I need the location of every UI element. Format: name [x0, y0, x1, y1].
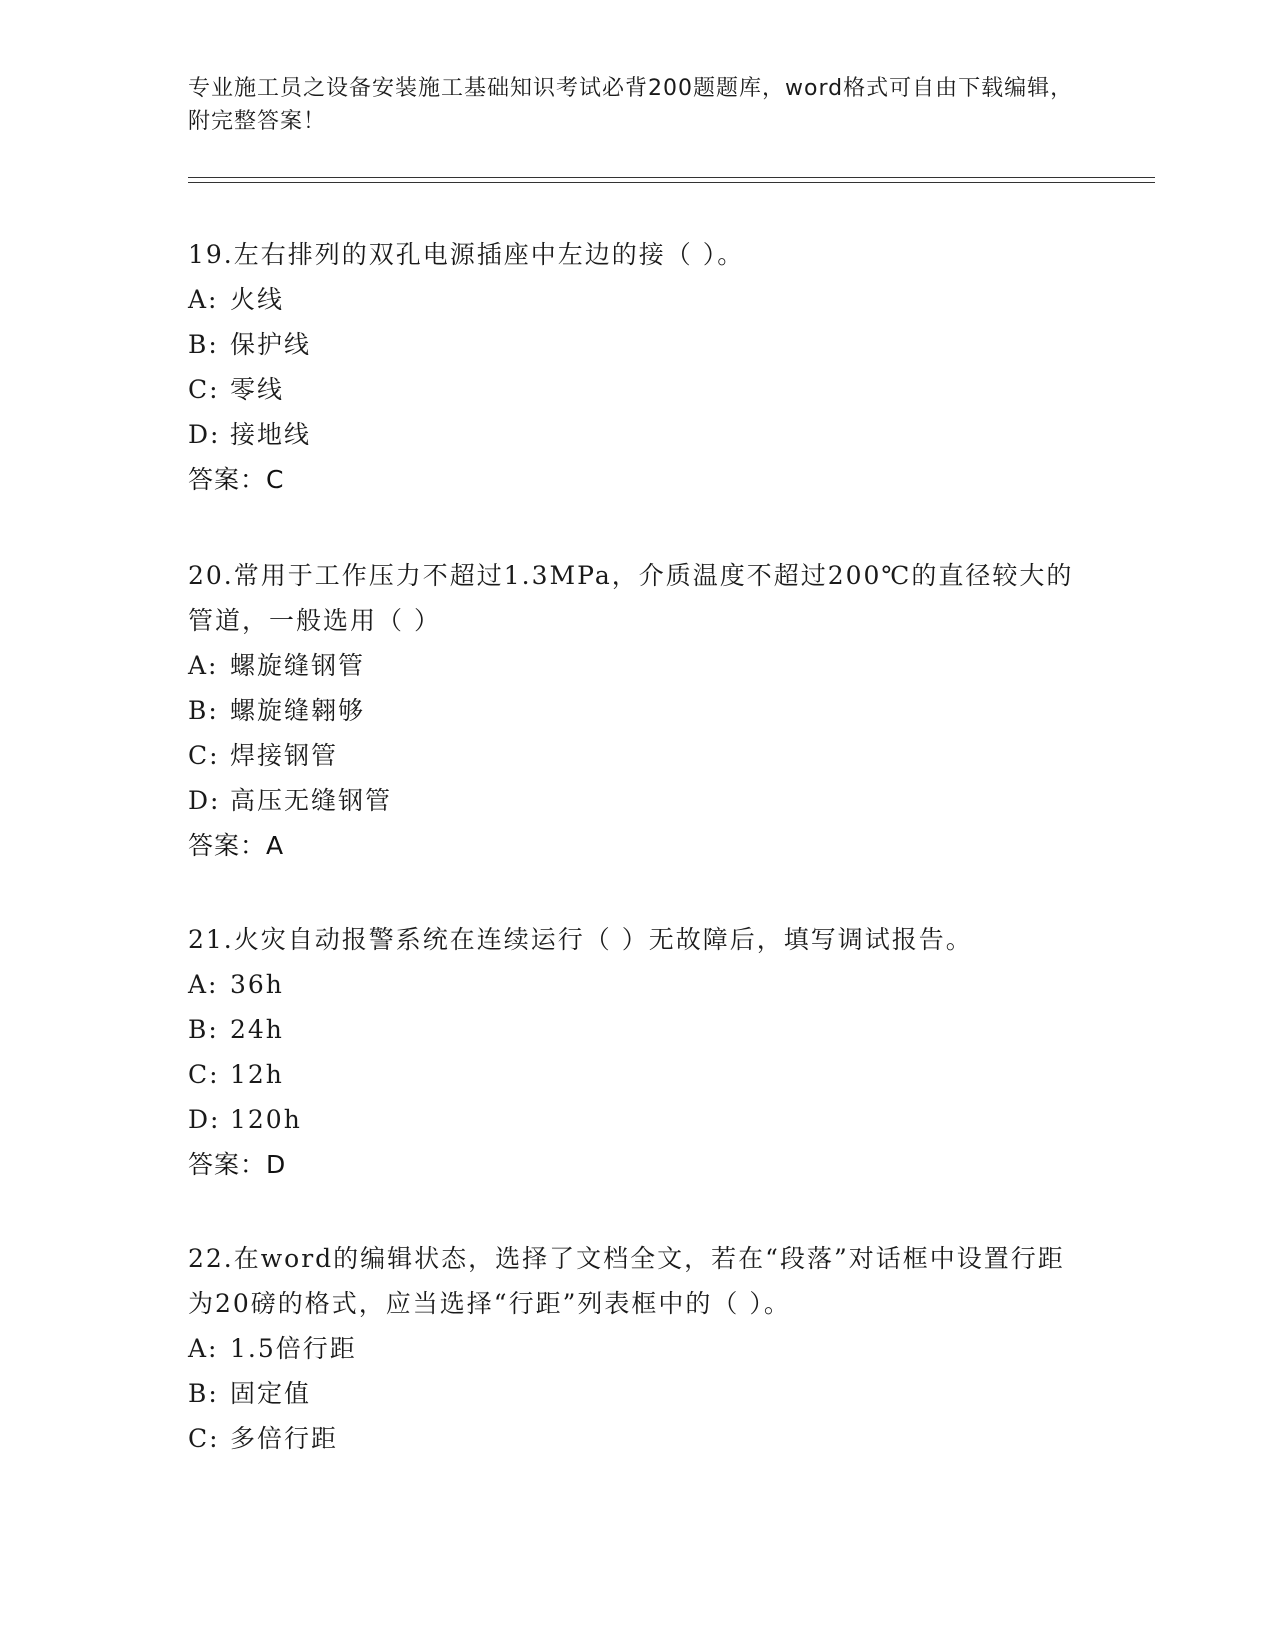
option-d [188, 778, 1088, 823]
option-text: 高压无缝钢管 [230, 786, 393, 815]
option-text: 1.5倍行距 [230, 1334, 357, 1363]
option-d [188, 1097, 1088, 1142]
option-letter: C: [188, 1424, 220, 1453]
question-22 [188, 1236, 1088, 1461]
option-letter: D: [188, 420, 221, 449]
question-stem: 21.火灾自动报警系统在连续运行（ ）无故障后，填写调试报告。 [188, 925, 973, 954]
option-a [188, 962, 1088, 1007]
option-text: 36h [230, 970, 284, 999]
question-20 [188, 553, 1088, 868]
option-text: 120h [230, 1105, 302, 1134]
option-a [188, 1326, 1088, 1371]
option-text: 接地线 [230, 420, 312, 449]
option-letter: D: [188, 1105, 221, 1134]
option-text: 24h [230, 1015, 284, 1044]
header-divider-top [188, 177, 1155, 178]
answer-line: 答案：C [188, 465, 285, 494]
option-letter: B: [188, 1015, 219, 1044]
option-text: 螺旋缝钢管 [230, 651, 366, 680]
option-letter: B: [188, 330, 219, 359]
option-c [188, 1052, 1088, 1097]
option-letter: A: [188, 970, 219, 999]
header-divider-bottom [188, 182, 1155, 183]
option-text: 12h [230, 1060, 284, 1089]
option-text: 固定值 [230, 1379, 312, 1408]
option-letter: C: [188, 1060, 220, 1089]
option-letter: C: [188, 375, 220, 404]
option-text: 零线 [230, 375, 285, 404]
option-letter: A: [188, 285, 219, 314]
option-letter: B: [188, 696, 219, 725]
option-text: 保护线 [230, 330, 312, 359]
option-letter: B: [188, 1379, 219, 1408]
question-21 [188, 917, 1088, 1187]
question-19 [188, 232, 1088, 502]
option-b [188, 322, 1088, 367]
option-b [188, 1371, 1088, 1416]
option-c [188, 367, 1088, 412]
option-a [188, 643, 1088, 688]
option-d [188, 412, 1088, 457]
answer-line: 答案：A [188, 831, 285, 860]
option-a [188, 277, 1088, 322]
option-b [188, 1007, 1088, 1052]
option-b [188, 688, 1088, 733]
option-letter: C: [188, 741, 220, 770]
question-stem: 22.在word的编辑状态，选择了文档全文，若在“段落”对话框中设置行距为20磅的格式，应当选择“行距”列表框中的（ ）。 [188, 1244, 1065, 1318]
option-text: 焊接钢管 [230, 741, 339, 770]
option-text: 多倍行距 [230, 1424, 339, 1453]
question-stem: 20.常用于工作压力不超过1.3MPa，介质温度不超过200℃的直径较大的管道，一般选用（ ） [188, 561, 1074, 635]
answer-line: 答案：D [188, 1150, 287, 1179]
question-stem: 19.左右排列的双孔电源插座中左边的接（ ）。 [188, 240, 745, 269]
option-letter: A: [188, 1334, 219, 1363]
option-text: 火线 [230, 285, 285, 314]
option-letter: D: [188, 786, 221, 815]
option-c [188, 733, 1088, 778]
option-c [188, 1416, 1088, 1461]
option-text: 螺旋缝翱够 [230, 696, 366, 725]
option-letter: A: [188, 651, 219, 680]
document-title: 专业施工员之设备安装施工基础知识考试必背200题题库，word格式可自由下载编辑，附完整答案！ [188, 76, 1074, 134]
